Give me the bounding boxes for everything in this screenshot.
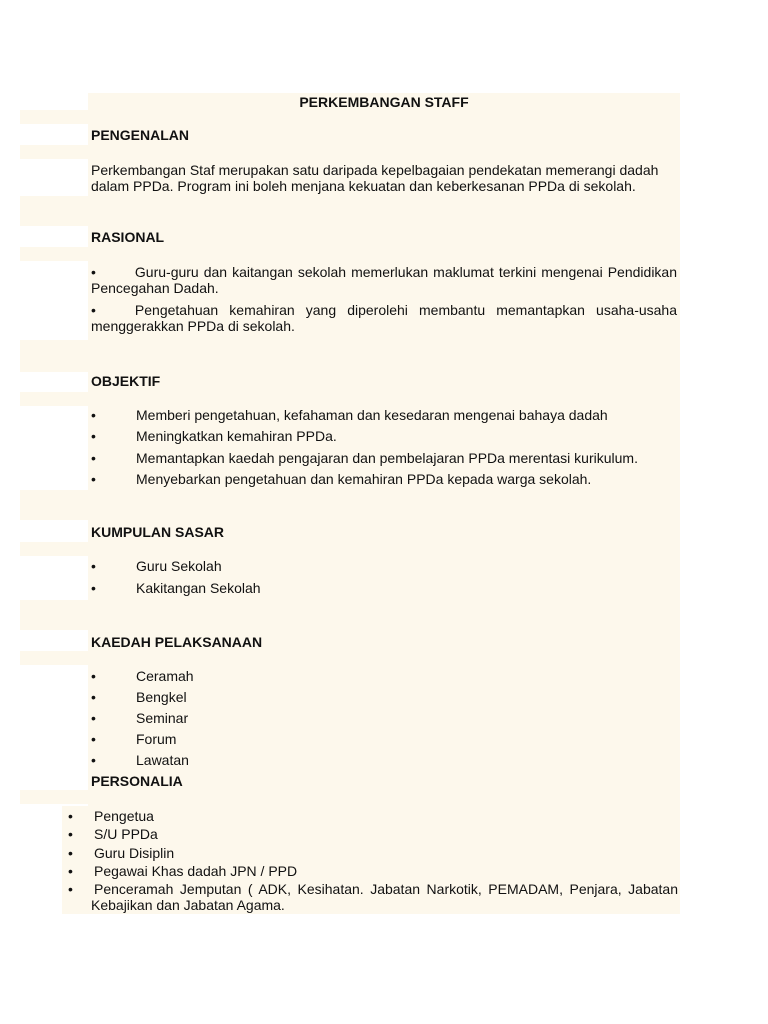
bullet-icon: • xyxy=(68,808,73,824)
list-item xyxy=(91,302,677,334)
kaedah-item-text: Seminar xyxy=(136,710,189,726)
section-heading-pengenalan: PENGENALAN xyxy=(91,127,190,143)
personalia-item-text: Pengetua xyxy=(94,808,154,824)
section-heading-objektif: OBJEKTIF xyxy=(91,373,161,389)
bullet-icon: • xyxy=(68,863,73,879)
bullet-icon: • xyxy=(91,558,96,574)
bullet-icon: • xyxy=(91,407,96,423)
kaedah-item-text: Bengkel xyxy=(136,689,187,705)
section-heading-kumpulan-sasar: KUMPULAN SASAR xyxy=(91,524,224,540)
bullet-icon: • xyxy=(91,471,96,487)
page-background-band xyxy=(20,600,680,630)
bullet-icon: • xyxy=(91,302,96,318)
bullet-icon: • xyxy=(68,845,73,861)
section-heading-kaedah: KAEDAH PELAKSANAAN xyxy=(91,634,263,650)
page-title: PERKEMBANGAN STAFF xyxy=(299,94,469,110)
bullet-icon: • xyxy=(91,450,96,466)
page-background-band xyxy=(20,247,88,261)
objektif-item-text: Memantapkan kaedah pengajaran dan pembelajaran PPDa merentasi kurikulum. xyxy=(136,450,638,466)
bullet-icon: • xyxy=(91,710,96,726)
page-background-band xyxy=(20,392,88,406)
section-heading-personalia: PERSONALIA xyxy=(91,773,183,789)
bullet-icon: • xyxy=(91,689,96,705)
rasional-item-text: Guru-guru dan kaitangan sekolah memerlukan maklumat terkini mengenai Pendidikan Pencegahan Dadah. xyxy=(91,264,677,296)
bullet-icon: • xyxy=(68,826,73,842)
section-heading-rasional: RASIONAL xyxy=(91,229,165,245)
bullet-icon: • xyxy=(91,752,96,768)
kumpulan-sasar-item-text: Guru Sekolah xyxy=(136,558,222,574)
pengenalan-paragraph: Perkembangan Staf merupakan satu daripada kepelbagaian pendekatan memerangi dadah dalam PPDa. Program ini boleh menjana kekuatan dan keberkesanan PPDa di sekolah. xyxy=(91,162,659,194)
personalia-item-text: S/U PPDa xyxy=(94,826,158,842)
personalia-item-text: Guru Disiplin xyxy=(94,845,175,861)
personalia-item-text: Penceramah Jemputan ( ADK, Kesihatan. Jabatan Narkotik, PEMADAM, Penjara, Jabatan Kebajikan dan Jabatan Agama. xyxy=(91,881,678,913)
personalia-item-text: Pegawai Khas dadah JPN / PPD xyxy=(94,863,298,879)
bullet-icon: • xyxy=(91,428,96,444)
page-background-band xyxy=(20,145,88,159)
page-background-band xyxy=(20,110,88,124)
bullet-icon: • xyxy=(91,264,96,280)
bullet-icon: • xyxy=(91,731,96,747)
page-background-band xyxy=(88,790,680,806)
page-background-band xyxy=(20,196,88,226)
kaedah-item-text: Ceramah xyxy=(136,668,194,684)
list-item xyxy=(91,264,677,296)
page-background-band xyxy=(20,340,680,372)
bullet-icon: • xyxy=(91,668,96,684)
bullet-icon: • xyxy=(68,881,73,897)
objektif-item-text: Menyebarkan pengetahuan dan kemahiran PPDa kepada warga sekolah. xyxy=(136,471,592,487)
bullet-icon: • xyxy=(91,580,96,596)
kaedah-item-text: Lawatan xyxy=(136,752,189,768)
objektif-item-text: Memberi pengetahuan, kefahaman dan kesedaran mengenai bahaya dadah xyxy=(136,407,608,423)
page-background-band xyxy=(20,790,88,804)
kaedah-item-text: Forum xyxy=(136,731,177,747)
kumpulan-sasar-item-text: Kakitangan Sekolah xyxy=(136,580,261,596)
rasional-item-text: Pengetahuan kemahiran yang diperolehi membantu memantapkan usaha-usaha menggerakkan PPDa di sekolah. xyxy=(91,302,677,334)
page-background-band xyxy=(20,651,88,665)
page-background-band xyxy=(20,542,88,556)
objektif-item-text: Meningkatkan kemahiran PPDa. xyxy=(136,428,337,444)
page-background-band xyxy=(20,490,680,520)
